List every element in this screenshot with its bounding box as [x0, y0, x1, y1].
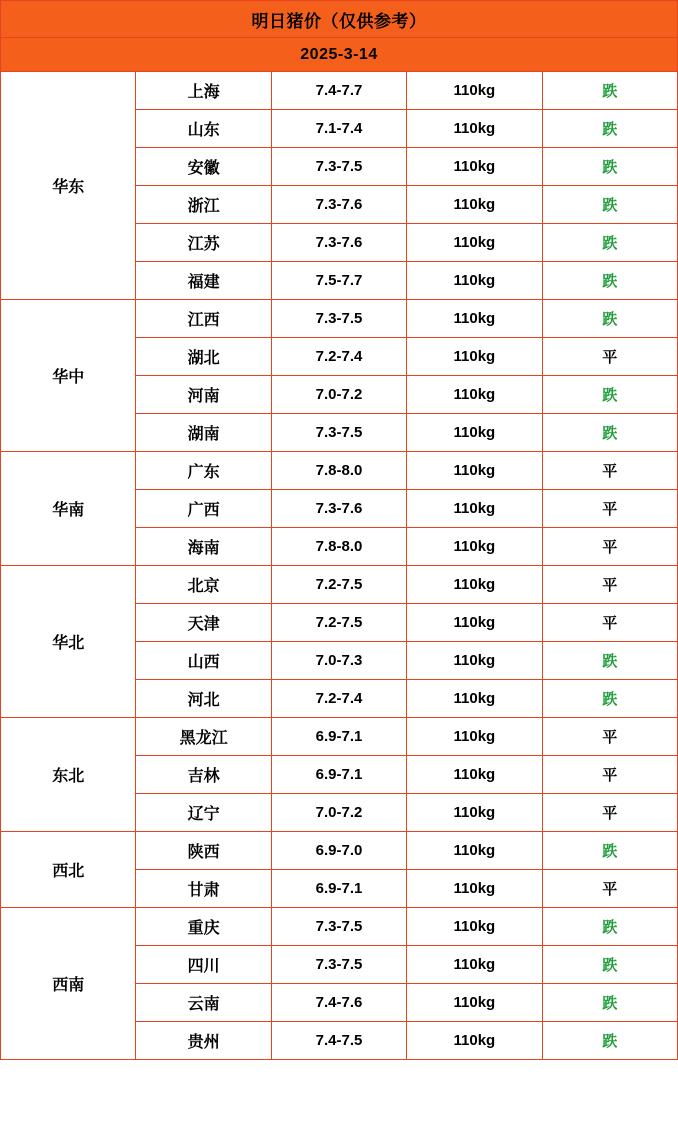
province-cell: 湖北	[136, 338, 271, 376]
table-row	[1, 832, 678, 870]
weight-cell: 110kg	[407, 1022, 542, 1060]
price-cell: 7.2-7.5	[271, 566, 406, 604]
price-cell: 7.2-7.5	[271, 604, 406, 642]
trend-cell: 平	[542, 756, 677, 794]
province-cell: 湖南	[136, 414, 271, 452]
weight-cell: 110kg	[407, 186, 542, 224]
weight-cell: 110kg	[407, 414, 542, 452]
price-cell: 6.9-7.1	[271, 718, 406, 756]
weight-cell: 110kg	[407, 72, 542, 110]
table-row	[1, 300, 678, 338]
weight-cell: 110kg	[407, 680, 542, 718]
weight-cell: 110kg	[407, 490, 542, 528]
weight-cell: 110kg	[407, 338, 542, 376]
trend-cell: 跌	[542, 148, 677, 186]
price-cell: 7.8-8.0	[271, 528, 406, 566]
trend-cell: 跌	[542, 946, 677, 984]
price-cell: 7.3-7.5	[271, 908, 406, 946]
province-cell: 江西	[136, 300, 271, 338]
region-cell: 西北	[1, 832, 136, 908]
page-title: 明日猪价（仅供参考）	[1, 1, 678, 38]
trend-cell: 平	[542, 452, 677, 490]
region-cell: 华中	[1, 300, 136, 452]
trend-cell: 跌	[542, 984, 677, 1022]
province-cell: 山西	[136, 642, 271, 680]
title-row	[1, 1, 678, 38]
weight-cell: 110kg	[407, 604, 542, 642]
trend-cell: 跌	[542, 376, 677, 414]
weight-cell: 110kg	[407, 224, 542, 262]
trend-cell: 跌	[542, 72, 677, 110]
province-cell: 重庆	[136, 908, 271, 946]
price-cell: 6.9-7.0	[271, 832, 406, 870]
weight-cell: 110kg	[407, 376, 542, 414]
province-cell: 山东	[136, 110, 271, 148]
province-cell: 天津	[136, 604, 271, 642]
price-cell: 7.3-7.5	[271, 414, 406, 452]
trend-cell: 平	[542, 794, 677, 832]
province-cell: 吉林	[136, 756, 271, 794]
trend-cell: 平	[542, 566, 677, 604]
province-cell: 甘肃	[136, 870, 271, 908]
trend-cell: 跌	[542, 908, 677, 946]
price-cell: 7.3-7.5	[271, 148, 406, 186]
province-cell: 四川	[136, 946, 271, 984]
footer-space	[0, 1060, 678, 1112]
date-row	[1, 38, 678, 72]
trend-cell: 跌	[542, 1022, 677, 1060]
province-cell: 贵州	[136, 1022, 271, 1060]
weight-cell: 110kg	[407, 870, 542, 908]
price-cell: 7.4-7.7	[271, 72, 406, 110]
trend-cell: 平	[542, 338, 677, 376]
province-cell: 北京	[136, 566, 271, 604]
price-cell: 7.3-7.5	[271, 946, 406, 984]
province-cell: 河南	[136, 376, 271, 414]
weight-cell: 110kg	[407, 148, 542, 186]
weight-cell: 110kg	[407, 946, 542, 984]
price-cell: 7.2-7.4	[271, 680, 406, 718]
table-row	[1, 452, 678, 490]
province-cell: 河北	[136, 680, 271, 718]
province-cell: 上海	[136, 72, 271, 110]
trend-cell: 跌	[542, 186, 677, 224]
province-cell: 辽宁	[136, 794, 271, 832]
price-cell: 6.9-7.1	[271, 870, 406, 908]
weight-cell: 110kg	[407, 642, 542, 680]
trend-cell: 跌	[542, 110, 677, 148]
table-row	[1, 718, 678, 756]
table-row	[1, 72, 678, 110]
report-date: 2025-3-14	[1, 38, 678, 72]
trend-cell: 平	[542, 528, 677, 566]
weight-cell: 110kg	[407, 756, 542, 794]
weight-cell: 110kg	[407, 718, 542, 756]
price-cell: 7.2-7.4	[271, 338, 406, 376]
province-cell: 黑龙江	[136, 718, 271, 756]
price-cell: 7.3-7.6	[271, 224, 406, 262]
trend-cell: 跌	[542, 224, 677, 262]
weight-cell: 110kg	[407, 566, 542, 604]
trend-cell: 跌	[542, 300, 677, 338]
weight-cell: 110kg	[407, 262, 542, 300]
trend-cell: 平	[542, 870, 677, 908]
price-cell: 7.0-7.3	[271, 642, 406, 680]
region-cell: 华东	[1, 72, 136, 300]
price-cell: 7.0-7.2	[271, 376, 406, 414]
price-cell: 7.3-7.6	[271, 186, 406, 224]
trend-cell: 跌	[542, 414, 677, 452]
province-cell: 陕西	[136, 832, 271, 870]
weight-cell: 110kg	[407, 528, 542, 566]
weight-cell: 110kg	[407, 452, 542, 490]
data-rows-container	[1, 72, 678, 1060]
price-cell: 7.4-7.5	[271, 1022, 406, 1060]
province-cell: 云南	[136, 984, 271, 1022]
table-row	[1, 908, 678, 946]
price-cell: 7.8-8.0	[271, 452, 406, 490]
weight-cell: 110kg	[407, 110, 542, 148]
table-body	[1, 1, 678, 72]
trend-cell: 平	[542, 604, 677, 642]
province-cell: 广西	[136, 490, 271, 528]
weight-cell: 110kg	[407, 300, 542, 338]
province-cell: 江苏	[136, 224, 271, 262]
price-cell: 7.3-7.6	[271, 490, 406, 528]
province-cell: 广东	[136, 452, 271, 490]
weight-cell: 110kg	[407, 794, 542, 832]
price-cell: 7.1-7.4	[271, 110, 406, 148]
price-cell: 7.3-7.5	[271, 300, 406, 338]
province-cell: 浙江	[136, 186, 271, 224]
price-cell: 7.0-7.2	[271, 794, 406, 832]
trend-cell: 平	[542, 718, 677, 756]
trend-cell: 跌	[542, 642, 677, 680]
trend-cell: 跌	[542, 832, 677, 870]
weight-cell: 110kg	[407, 832, 542, 870]
region-cell: 西南	[1, 908, 136, 1060]
trend-cell: 跌	[542, 262, 677, 300]
province-cell: 安徽	[136, 148, 271, 186]
region-cell: 华南	[1, 452, 136, 566]
table-row	[1, 566, 678, 604]
weight-cell: 110kg	[407, 908, 542, 946]
price-cell: 7.5-7.7	[271, 262, 406, 300]
weight-cell: 110kg	[407, 984, 542, 1022]
price-cell: 7.4-7.6	[271, 984, 406, 1022]
price-cell: 6.9-7.1	[271, 756, 406, 794]
province-cell: 福建	[136, 262, 271, 300]
trend-cell: 跌	[542, 680, 677, 718]
region-cell: 东北	[1, 718, 136, 832]
province-cell: 海南	[136, 528, 271, 566]
trend-cell: 平	[542, 490, 677, 528]
region-cell: 华北	[1, 566, 136, 718]
